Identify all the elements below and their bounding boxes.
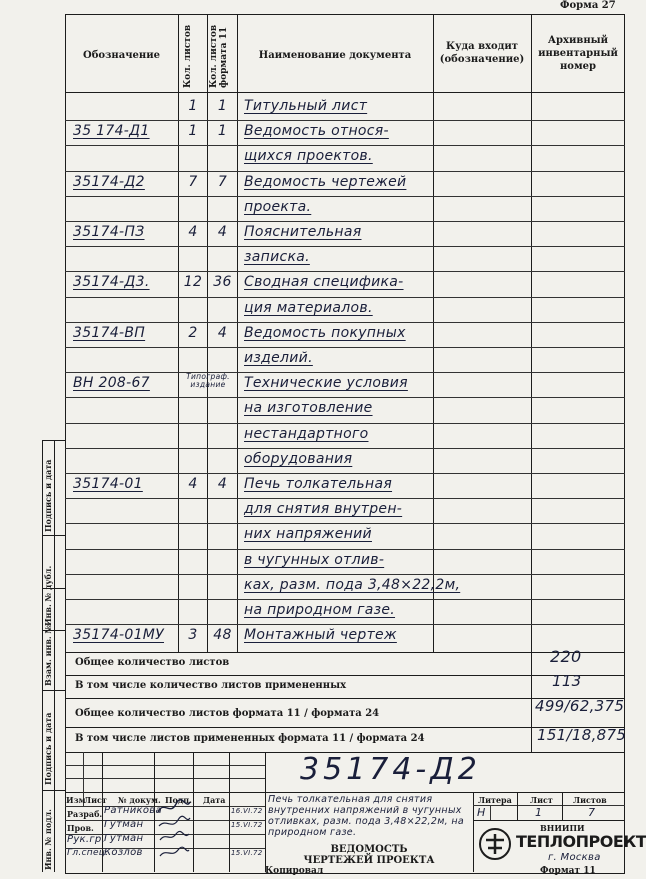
row-code: 35174-ПЗ <box>73 224 145 240</box>
row-name: Монтажный чертеж <box>244 627 397 644</box>
total-value-4: 151/18,875 <box>537 726 627 744</box>
row-name: Титульный лист <box>244 98 368 114</box>
tb-name-3: Гутман <box>104 833 144 844</box>
total-label-2: В том числе количество листов примененных <box>75 680 347 691</box>
row-name: ция материалов. <box>244 299 373 316</box>
row-fmt: 48 <box>213 627 232 644</box>
row-name: оборудования <box>244 450 353 467</box>
row-fmt: 4 <box>217 476 228 492</box>
row-code: 35174-Д2 <box>73 173 145 190</box>
signatures-image <box>156 796 192 866</box>
side-label-inv-dubl: Инв. № дубл. <box>43 565 53 626</box>
org-small: ВНИИПИ <box>540 823 585 833</box>
row-code: 35174-01МУ <box>73 627 165 644</box>
header-sheets-format: Кол. листов формата 11 <box>209 24 229 88</box>
row-name: Печь толкательная <box>244 476 393 492</box>
total-value-2: 113 <box>552 672 582 690</box>
row-sheets: 3 <box>188 627 198 644</box>
total-label-4: В том числе листов примененных формата 11 / формата 24 <box>75 733 425 744</box>
row-sheets: 2 <box>188 324 198 341</box>
total-label-3: Общее количество листов формата 11 / формата 24 <box>75 708 380 719</box>
org-city: г. Москва <box>548 852 601 863</box>
row-sheets: 1 <box>188 98 198 114</box>
tb-sheets-label: Листов <box>573 795 607 805</box>
tb-role-1: Разраб. <box>67 809 103 819</box>
tb-role-3: Рук.гр. <box>67 834 106 845</box>
footer-copied: Копировал <box>265 866 324 876</box>
tb-col-sign: Подп. <box>165 795 192 805</box>
row-code: ВН 208-67 <box>73 375 150 392</box>
row-sheets: 1 <box>188 123 198 140</box>
tb-sheet-value: 1 <box>535 806 543 819</box>
side-label-vzam-inv: Взам. инв. № <box>43 624 53 686</box>
side-label-sign-date-1: Подпись и дата <box>43 459 53 532</box>
row-code: 35174-01 <box>73 476 143 492</box>
row-sheets: 12 <box>183 274 203 291</box>
tb-description: Печь толкательная для снятия внутренних напряжений в чугунных отливках, разм. пода 3,48×22,2м, на природном газе. <box>268 794 464 838</box>
tb-doc-code: 35174-Д2 <box>300 752 481 787</box>
header-archive-no: Архивный инвентарный номер <box>538 35 618 72</box>
row-name: щихся проектов. <box>244 148 373 165</box>
side-label-sign-date-2: Подпись и дата <box>43 712 53 785</box>
tb-name-1: Ратникова <box>104 805 162 816</box>
tb-sheets-value: 7 <box>588 806 596 819</box>
tb-sheet-title-1: ВЕДОМОСТЬ <box>330 844 408 855</box>
tb-name-4: Козлов <box>104 847 143 858</box>
tb-role-4: Гл.спец. <box>67 848 109 858</box>
tb-litera-value: Н <box>477 806 486 819</box>
tb-date-4: 15.VI.72 <box>231 849 263 857</box>
tb-litera-label: Литера <box>478 795 512 805</box>
row-sheets: 4 <box>188 476 198 492</box>
tb-col-doc-no: № докум. <box>118 795 161 805</box>
tb-role-2: Пров. <box>67 823 94 833</box>
row-name: ках, разм. пода 3,48×22,2м, <box>244 576 461 593</box>
header-where-used: Куда входит (обозначение) <box>439 41 525 65</box>
row-fmt: 36 <box>213 274 232 291</box>
tb-sheet-title-2: ЧЕРТЕЖЕЙ ПРОЕКТА <box>303 855 435 866</box>
row-fmt: 4 <box>217 224 228 240</box>
org-logo-icon <box>478 826 512 862</box>
footer-format: Формат 11 <box>540 866 596 876</box>
header-designation: Обозначение <box>82 50 160 61</box>
row-name: Ведомость покупных <box>244 324 406 341</box>
row-fmt: 7 <box>217 173 228 190</box>
row-name: проекта. <box>244 198 312 215</box>
row-name: Технические условия <box>244 375 408 392</box>
row-fmt: 1 <box>217 123 228 140</box>
row-name: изделий. <box>244 350 313 366</box>
tb-name-2: Гутман <box>104 819 144 830</box>
header-sheets-count: Кол. листов <box>183 24 193 88</box>
tb-col-change: Изм <box>66 795 86 805</box>
tb-date-1: 16.VI.72 <box>231 807 263 815</box>
row-code: 35174-Д3. <box>73 274 150 291</box>
total-value-3: 499/62,375 <box>535 697 625 715</box>
row-name: в чугунных отлив- <box>244 551 385 568</box>
row-sheets: 4 <box>188 224 198 240</box>
row-fmt: 1 <box>217 98 228 114</box>
row-name: на изготовление <box>244 400 373 417</box>
row-sheets: 7 <box>188 173 198 190</box>
row-name: нестандартного <box>244 425 369 442</box>
row-code: 35174-ВП <box>73 324 146 341</box>
row-name: Пояснительная <box>244 224 362 240</box>
total-label-1: Общее количество листов <box>75 657 230 668</box>
org-name: ТЕПЛОПРОЕКТ <box>516 832 646 851</box>
side-label-inv-podl: Инв. № подл. <box>43 809 53 870</box>
row-name: на природном газе. <box>244 602 396 618</box>
row-name: записка. <box>244 249 310 266</box>
row-sheets: Типограф. издание <box>186 372 230 390</box>
total-value-1: 220 <box>550 647 582 666</box>
form-label: Форма 27 <box>560 0 616 11</box>
row-name: Ведомость относя- <box>244 123 389 140</box>
row-code: 35 174-Д1 <box>73 123 150 140</box>
document-frame <box>65 14 625 874</box>
header-doc-name: Наименование документа <box>258 50 412 61</box>
row-name: них напряжений <box>244 526 372 543</box>
row-name: Ведомость чертежей <box>244 173 407 190</box>
tb-col-sheet: Лист <box>84 795 107 805</box>
row-fmt: 4 <box>217 324 228 341</box>
tb-col-date: Дата <box>203 795 226 805</box>
tb-date-2: 15.VI.72 <box>231 821 263 829</box>
row-name: для снятия внутрен- <box>244 501 403 518</box>
tb-sheet-label: Лист <box>530 795 553 805</box>
row-name: Сводная специфика- <box>244 274 404 291</box>
